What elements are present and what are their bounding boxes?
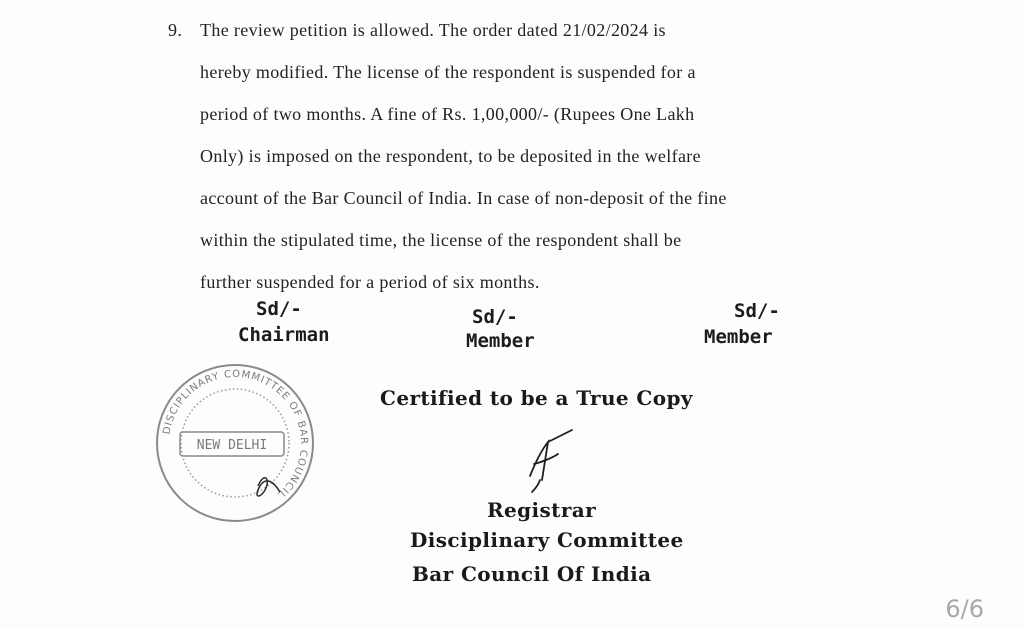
sd-member-1: Sd/- [472,306,518,328]
committee-name: Disciplinary Committee [410,528,684,552]
sd-member-2: Sd/- [734,300,780,322]
paragraph-line: account of the Bar Council of India. In case of non-deposit of the fine [200,188,727,208]
chairman-label: Chairman [238,324,330,346]
member-2-label: Member [704,326,773,348]
paragraph-line: Only) is imposed on the respondent, to be deposited in the welfare [200,146,701,166]
paragraph-line: hereby modified. The license of the respondent is suspended for a [200,62,696,82]
page-counter: 6/6 [945,595,984,623]
council-name: Bar Council Of India [412,562,652,586]
member-1-label: Member [466,330,535,352]
paragraph-line: The review petition is allowed. The order dated 21/02/2024 is [200,20,666,40]
paragraph-line: period of two months. A fine of Rs. 1,00,000/- (Rupees One Lakh [200,104,695,124]
sd-chairman: Sd/- [256,298,302,320]
certified-true-copy: Certified to be a True Copy [380,386,693,410]
svg-text:NEW DELHI: NEW DELHI [196,438,268,453]
seal-stamp-icon [150,358,320,528]
paragraph-line: further suspended for a period of six months. [200,272,540,292]
svg-text:DISCIPLINARY COMMITTEE OF BAR: DISCIPLINARY COMMITTEE OF BAR COUNCIL [161,368,310,501]
registrar-title: Registrar [487,498,597,522]
registrar-signature-icon [512,428,582,498]
paragraph-line: within the stipulated time, the license of the respondent shall be [200,230,682,250]
paragraph-number: 9. [168,20,183,40]
